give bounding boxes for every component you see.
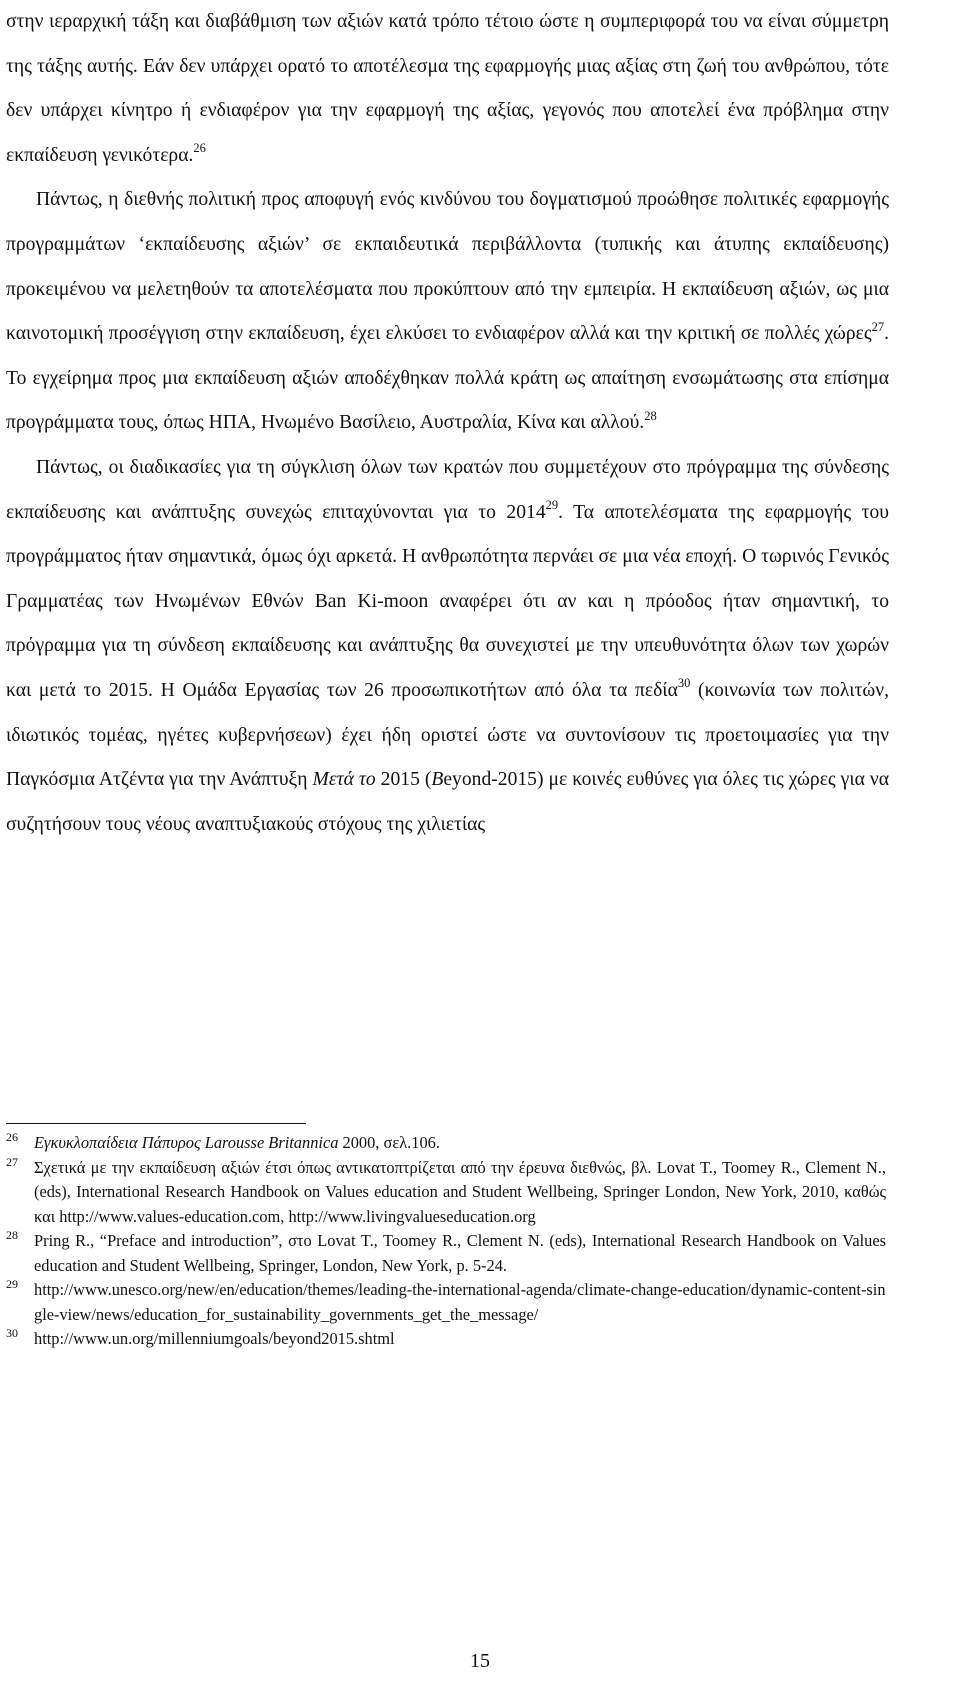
footnote-29 — [6, 1278, 886, 1327]
footnote-number: 28 — [6, 1228, 18, 1242]
paragraph-3-text-c: (κοινωνία των πολιτών, ιδιωτικός τομέας, ηγέτες κυβερνήσεων) έχει ήδη οριστεί ώστε να συντονίσουν τις προετοιμασίες για την Παγκόσμια Ατζέντα για την Ανάπτυξη — [6, 679, 889, 791]
footnote-28 — [6, 1229, 886, 1278]
footnote-number: 27 — [6, 1154, 18, 1169]
paragraph-3-text-a: Πάντως, οι διαδικασίες για τη σύγκλιση όλων των κρατών που συμμετέχουν στο πρόγραμμα της σύνδεσης εκπαίδευσης και ανάπτυξης συνεχώς επιταχύνονται για το 2014 — [6, 456, 889, 523]
footnotes — [6, 1131, 886, 1352]
footnote-27-text: Σχετικά με την εκπαίδευση αξιών έτσι όπως αντικατοπτρίζεται από την έρευνα διεθνώς, βλ. Lovat T., Toomey R., Clement N., (eds), International Research Handbook on Values education and Student Wellbeing, Springer London, New York, 2010, καθώς και http://www.values-education.com, http://www.livingvalueseducation.org — [34, 1157, 886, 1226]
footnote-30-link[interactable]: http://www.un.org/millenniumgoals/beyond2015.shtml — [34, 1329, 395, 1348]
footnote-26 — [6, 1131, 886, 1156]
paragraph-3 — [6, 446, 889, 847]
footnote-26-title: Εγκυκλοπαίδεια Πάπυρος Larousse Britannica — [34, 1133, 339, 1152]
paragraph-1-text: στην ιεραρχική τάξη και διαβάθμιση των αξιών κατά τρόπο τέτοιο ώστε η συμπεριφορά του να είναι σύμμετρη της τάξης αυτής. Εάν δεν υπάρχει ορατό το αποτέλεσμα της εφαρμογής μιας αξίας στη ζωή του ανθρώπου, τότε δεν υπάρχει κίνητρο ή ενδιαφέρον για την εφαρμογή της αξίας, γεγονός που αποτελεί ένα πρόβλημα στην εκπαίδευση γενικότερα. — [6, 11, 889, 166]
paragraph-3-text-e: eyond-2015) με κοινές ευθύνες για όλες τις χώρες για να συζητήσουν τους νέους αναπτυξιακούς στόχους της χιλιετίας — [6, 769, 889, 835]
paragraph-3-text-b: . Τα αποτελέσματα της εφαρμογής του προγράμματος ήταν σημαντικά, όμως όχι αρκετά. Η ανθρωπότητα περνάει σε μια νέα εποχή. Ο τωρινός Γενικός Γραμματέας των Ηνωμένων Εθνών Ban Ki-moon αναφέρει ότι αν και η πρόοδος ήταν σημαντική, το πρόγραμμα για τη σύνδεση εκπαίδευσης και ανάπτυξης θα συνεχιστεί με την υπευθυνότητα όλων των χωρών και μετά το 2015. Η Ομάδα Εργασίας των 26 προσωπικοτήτων από όλα τα πεδία — [6, 501, 889, 701]
footnote-ref-26[interactable]: 26 — [193, 141, 206, 156]
footnote-number: 30 — [6, 1326, 18, 1340]
footnote-28-text: Pring R., “Preface and introduction”, στο Lovat T., Toomey R., Clement N. (eds), International Research Handbook on Values education and Student Wellbeing, Springer, London, New York, p. 5-24. — [34, 1231, 886, 1275]
footnote-ref-30[interactable]: 30 — [677, 676, 691, 691]
paragraph-3-italic-b: B — [431, 769, 444, 791]
footnote-number: 29 — [6, 1277, 18, 1291]
footnote-27 — [6, 1156, 886, 1230]
footnote-ref-28[interactable]: 28 — [644, 408, 657, 423]
footnote-30 — [6, 1327, 886, 1352]
paragraph-2-text-b: . Το εγχείρημα προς μια εκπαίδευση αξιών αποδέχθηκαν πολλά κράτη ως απαίτηση ενσωμάτωσης στα επίσημα προγράμματα τους, όπως ΗΠΑ, Ηνωμένο Βασίλειο, Αυστραλία, Κίνα και αλλού. — [6, 323, 889, 434]
page-number: 15 — [470, 1650, 490, 1672]
paragraph-2-text-a: Πάντως, η διεθνής πολιτική προς αποφυγή ενός κινδύνου του δογματισμού προώθησε πολιτικές εφαρμογής προγραμμάτων ‘εκπαίδευσης αξιών’ σε εκπαιδευτικά περιβάλλοντα (τυπικής και άτυπης εκπαίδευσης) προκειμένου να μελετηθούν τα αποτελέσματα που προκύπτουν από την εμπειρία. Η εκπαίδευση αξιών, ως μια καινοτομική προσέγγιση στην εκπαίδευση, έχει ελκύσει το ενδιαφέρον αλλά και την κριτική σε πολλές χώρες — [6, 189, 889, 345]
footnote-ref-29[interactable]: 29 — [545, 498, 559, 512]
footnote-29-link[interactable]: http://www.unesco.org/new/en/education/themes/leading-the-international-agenda/climate-change-education/dynamic-content-single-view/news/education_for_sustainability_governments_get_the_message/ — [34, 1280, 886, 1324]
paragraph-3-italic-meta: Μετά το — [312, 769, 376, 791]
footnote-number: 26 — [6, 1130, 18, 1144]
footnote-separator — [6, 1123, 306, 1124]
footnote-ref-27[interactable]: 27 — [871, 319, 885, 334]
paragraph-2 — [6, 178, 889, 446]
body-text — [6, 0, 889, 847]
paragraph-1 — [6, 0, 889, 178]
footnote-26-text: 2000, σελ.106. — [338, 1133, 440, 1152]
paragraph-3-text-d: 2015 ( — [375, 769, 432, 791]
